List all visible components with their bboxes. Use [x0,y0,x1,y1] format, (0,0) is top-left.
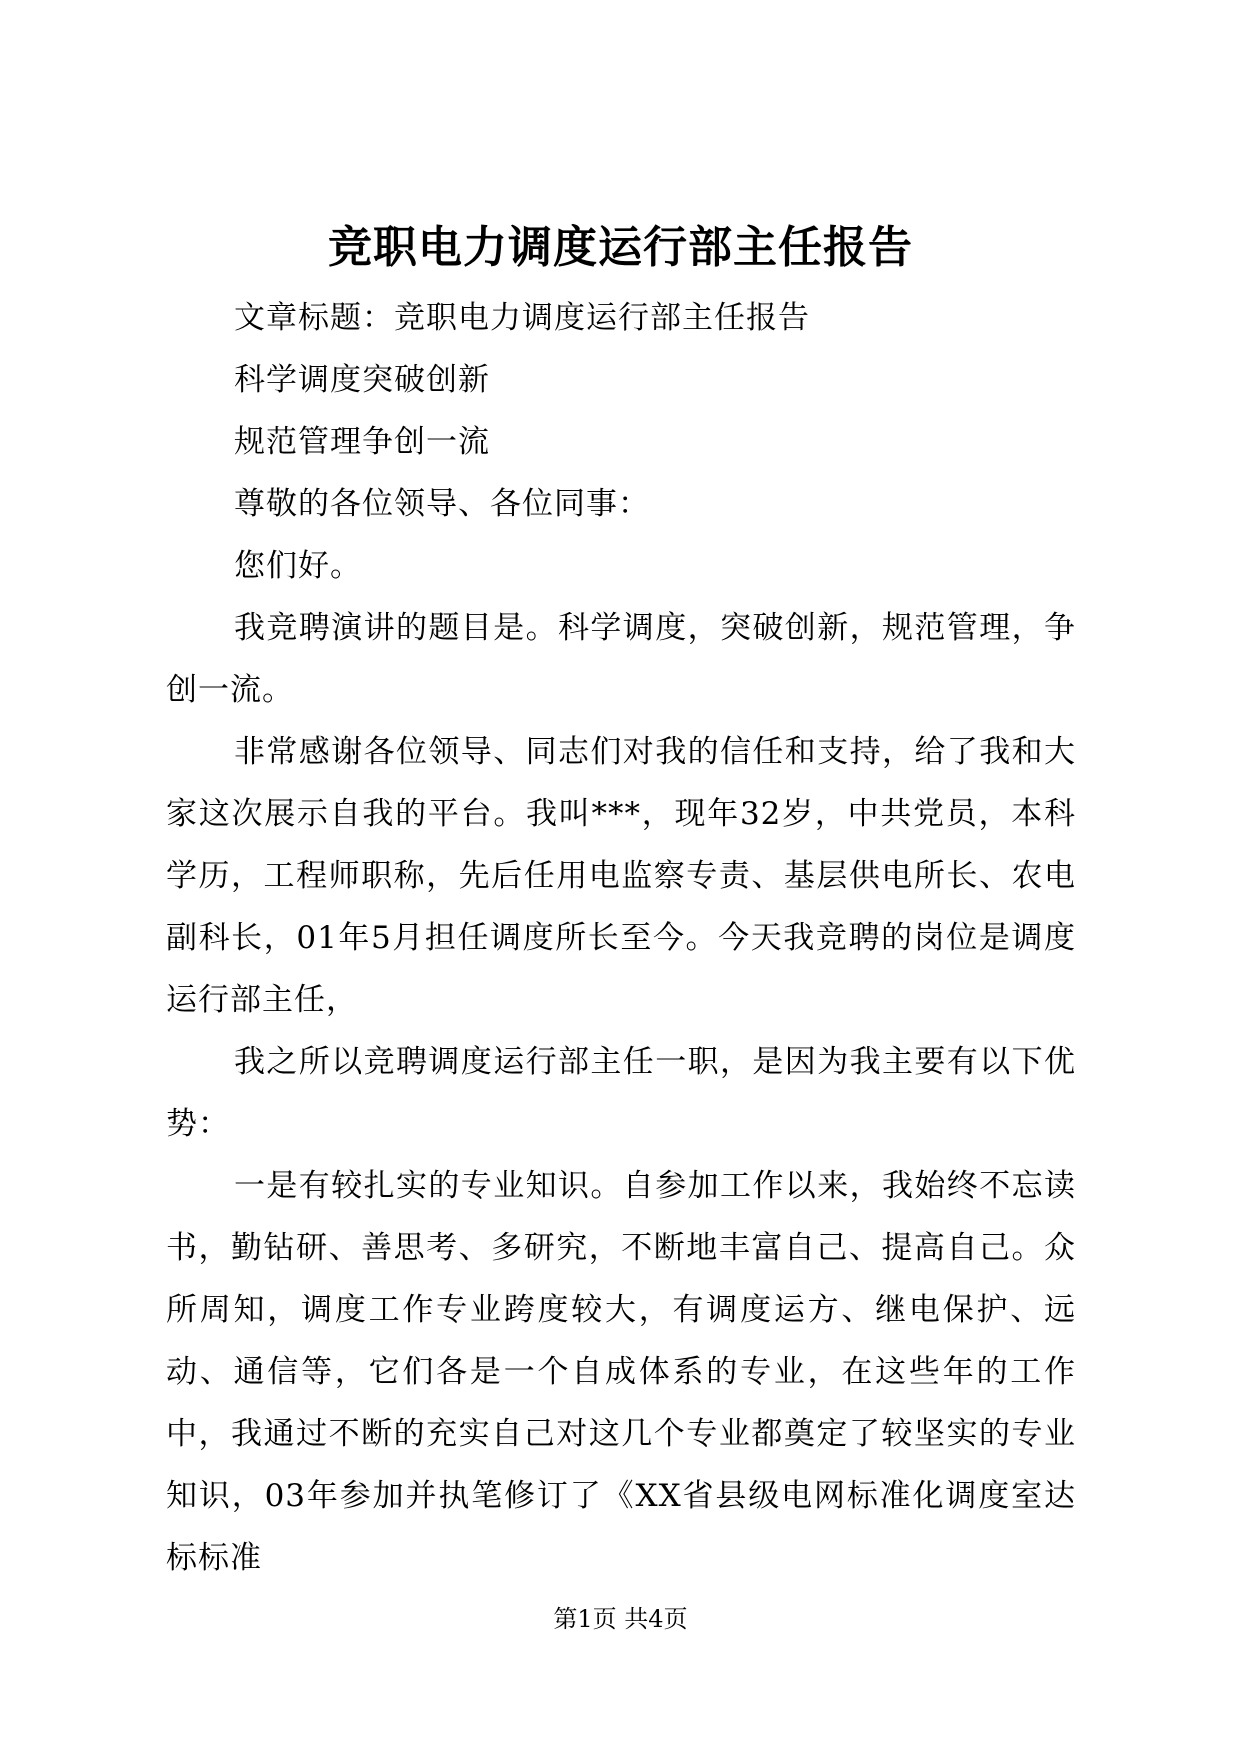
paragraph-salutation: 尊敬的各位领导、各位同事： [234,486,650,522]
paragraph-subtitle-1: 科学调度突破创新 [234,362,490,398]
document-title: 竞职电力调度运行部主任报告 [328,222,913,273]
paragraph-speech-topic: 我竞聘演讲的题目是。科学调度，突破创新，规范管理，争创一流。 [166,610,1076,708]
paragraph-greeting: 您们好。 [234,548,362,584]
paragraph-advantages-intro: 我之所以竞聘调度运行部主任一职，是因为我主要有以下优势： [166,1044,1076,1142]
paragraph-article-title: 文章标题：竞职电力调度运行部主任报告 [234,300,810,336]
paragraph-advantage-one: 一是有较扎实的专业知识。自参加工作以来，我始终不忘读书，勤钻研、善思考、多研究，不断地丰富自己、提高自己。众所周知，调度工作专业跨度较大，有调度运方、继电保护、远动、通信等，它们各是一个自成体系的专业，在这些年的工作中，我通过不断的充实自己对这几个专业都奠定了较坚实的专业知识，03年参加并执笔修订了《XX省县级电网标准化调度室达标标准 [166,1168,1076,1576]
document-body [166,287,1076,1589]
paragraph-subtitle-2: 规范管理争创一流 [234,424,490,460]
page-number-footer: 第1页 共4页 [553,1605,688,1633]
paragraph-self-introduction: 非常感谢各位领导、同志们对我的信任和支持，给了我和大家这次展示自我的平台。我叫***，现年32岁，中共党员，本科学历，工程师职称，先后任用电监察专责、基层供电所长、农电副科长，01年5月担任调度所长至今。今天我竞聘的岗位是调度运行部主任， [166,734,1076,1018]
